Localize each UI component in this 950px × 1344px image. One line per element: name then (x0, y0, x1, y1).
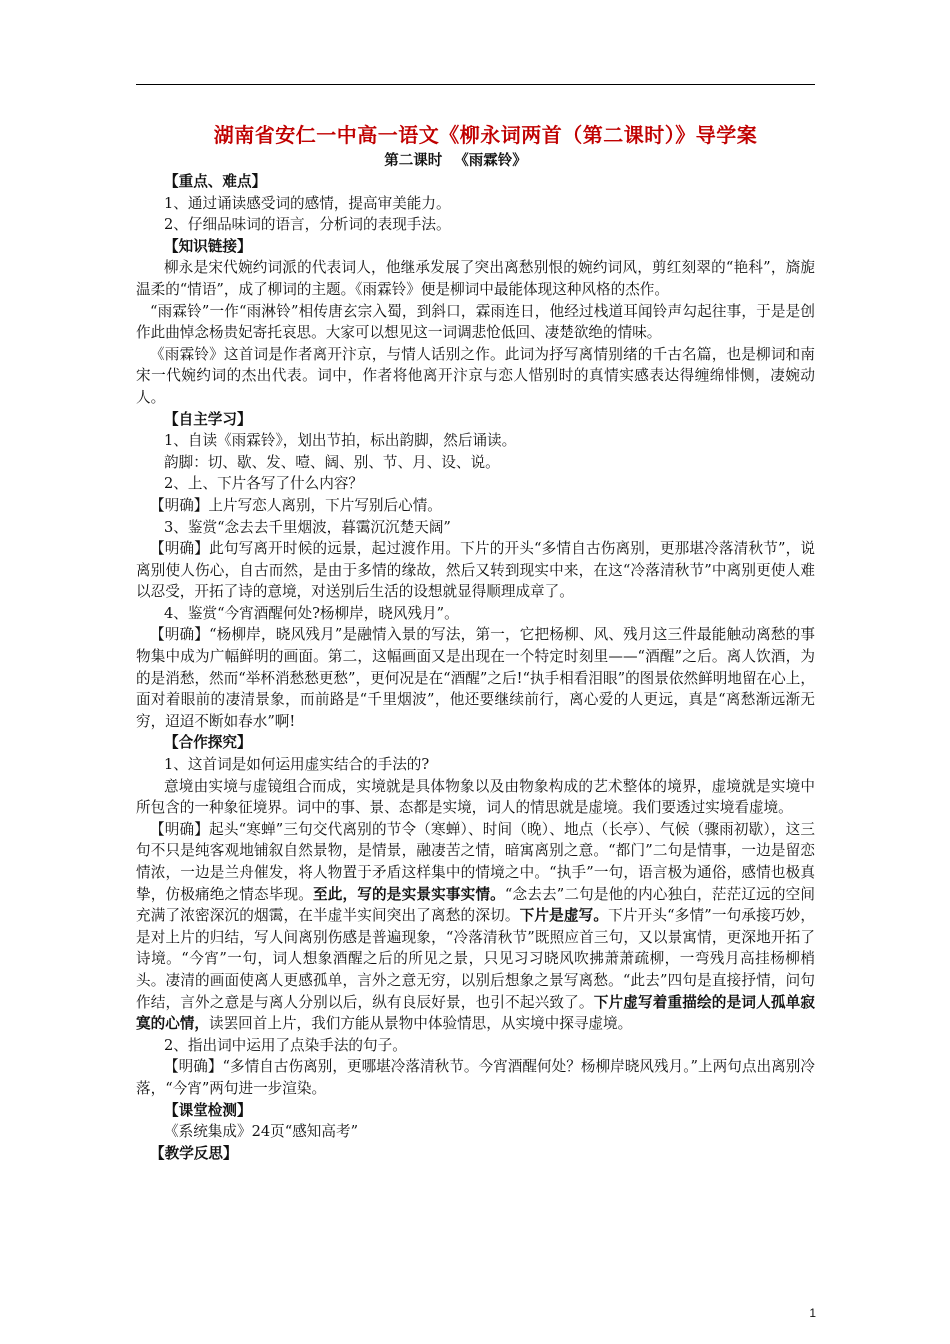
lesson-label: 第二课时 (384, 152, 443, 169)
self-study-item: 2、上、下片各写了什么内容？ (164, 475, 364, 493)
check-item: 《系统集成》24页“感知高考” (164, 1123, 359, 1141)
section-reflection-heading: 【教学反思】 (150, 1144, 238, 1162)
self-study-item: 4、鉴赏“今宵酒醒何处?杨柳岸，晓风残月”。 (164, 604, 459, 622)
cooperation-paragraph: 意境由实境与虚镜组合而成，实境就是具体物象以及由物象构成的艺术整体的境界，虚境就是实境中所包含的一种象征境界。词中的事、景、态都是实境，词人的情思就是虚境。我们要透过实境看虚境。 (136, 777, 815, 817)
keypoint-item: 1、通过诵读感受词的感情，提高审美能力。 (164, 194, 451, 212)
answer-paragraph: 【明确】“多情自古伤离别，更哪堪冷落清秋节。今宵酒醒何处？杨柳岸晓风残月。”上两句点出离别冷落，“今宵”两句进一步渲染。 (136, 1058, 815, 1097)
answer-text: 【明确】起头“寒蝉”三句交代离别的节令（寒蝉）、时间（晚）、地点（长亭）、气候（骤雨初歇），这三句不只是纯客观地铺叙自然景物，是情景，融凄苦之情，暗寓离别之意。“都门”二句是情事，一边是留恋情浓，一边是兰舟催发，将人物置于矛盾这样集中的情境之中。“执手”一句，语言极为通俗，感情也极真挚，仿极痛绝之情态毕现。 (136, 820, 815, 903)
document-title: 湖南省安仁一中高一语文《柳永词两首（第二课时）》导学案 (213, 123, 758, 147)
answer-paragraph: 【明确】此句写离开时候的远景，起过渡作用。下片的开头“多情自古伤离别，更那堪冷落清秋节”，说离别使人伤心，自古而然，是由于多情的缘故，然后又转到现实中来，在这“冷落清秋节”中离别更使人难以忍受，开拓了诗的意境，对送别后生活的设想就显得顺理成章了。 (136, 540, 815, 601)
poem-title: 《雨霖铃》 (454, 152, 527, 169)
cooperation-item: 1、这首词是如何运用虚实结合的手法的? (164, 756, 430, 774)
section-self-study-heading: 【自主学习】 (164, 410, 252, 428)
cooperation-item: 2、指出词中运用了点染手法的句子。 (164, 1036, 407, 1054)
answer-paragraph: 【明确】“杨柳岸，晓风残月”是融情入景的写法，第一，它把杨柳、风、残月这三件最能触动离愁的事物集中成为广幅鲜明的画面。第二，这幅画面又是出现在一个特定时刻里——“酒醒”之后。离人饮酒，为的是消愁，然而“举杯消愁愁更愁”，更何况是在“酒醒”之后!“执手相看泪眼”的图景依然鲜明地留在心上，面对着眼前的凄清景象，而前路是“千里烟波”，他还要继续前行，离心爱的人更远，真是“离愁渐远渐无穷，迢迢不断如春水”啊! (136, 626, 815, 730)
answer-paragraph (136, 819, 815, 1035)
section-check-heading: 【课堂检测】 (164, 1101, 252, 1119)
self-study-item: 1、自读《雨霖铃》，划出节拍，标出韵脚，然后诵读。 (164, 432, 517, 450)
answer-emphasis: 下片虚写着重描绘的是词人孤单寂寞的心情， (136, 993, 815, 1033)
answer-text: “念去去”二句是他的内心独白，茫茫辽远的空间充满了浓密深沉的烟霭，在半虚半实间突出了离愁的深切。 (136, 885, 815, 925)
answer-text: 读罢回首上片，我们方能从景物中体验情思，从实境中探寻虚境。 (208, 1015, 633, 1033)
section-cooperation-heading: 【合作探究】 (164, 734, 252, 752)
self-study-item: 3、鉴赏“念去去千里烟波，暮霭沉沉楚天阔” (164, 518, 451, 536)
answer-emphasis: 至此，写的是实景实事实情。 (313, 885, 505, 903)
section-keypoints-heading: 【重点、难点】 (164, 173, 267, 190)
rhyme-list: 韵脚：切、歇、发、噎、阔、别、节、月、设、说。 (164, 453, 500, 471)
answer-paragraph: 【明确】上片写恋人离别，下片写别后心情。 (150, 496, 442, 514)
link-paragraph: “雨霖铃”一作“雨淋铃”相传唐玄宗入蜀，到斜口，霖雨连日，他经过栈道耳闻铃声勾起往事，于是是创作此曲悼念杨贵妃寄托哀思。大家可以想见这一词调悲怆低回、凄楚欲绝的情味。 (136, 302, 815, 342)
section-link-heading: 【知识链接】 (164, 237, 252, 255)
document-body (136, 120, 815, 1164)
answer-emphasis: 下片是虚写。 (519, 907, 609, 925)
page-number: 1 (809, 1306, 816, 1320)
answer-text: 下片开头“多情”一句承接巧妙，是对上片的归结，写人间离别伤感是普遍现象，“冷落清秋节”既照应首三句，又以景寓情，更深地开拓了诗境。“今宵”一句，词人想象酒醒之后的所见之景，只见习习晓风吹拂萧萧疏柳，一弯残月高挂杨柳梢头。凄清的画面使离人更感孤单，言外之意无穷，以别后想象之景写离愁。“此去”四句是直接抒情，问句作结，言外之意是与离人分别以后，纵有良辰好景，也引不起兴致了。 (136, 907, 815, 1011)
keypoint-item: 2、仔细品味词的语言，分析词的表现手法。 (164, 216, 451, 234)
link-paragraph: 《雨霖铃》这首词是作者离开汴京，与情人话别之作。此词为抒写离情别绪的千古名篇，也是柳词和南宋一代婉约词的杰出代表。词中，作者将他离开汴京与恋人惜别时的真情实感表达得缠绵悱恻，凄婉动人。 (136, 345, 815, 406)
header-rule (136, 84, 815, 85)
link-paragraph: 柳永是宋代婉约词派的代表词人，他继承发展了突出离愁别恨的婉约词风，剪红刻翠的“艳科”，旖旎温柔的“情语”，成了柳词的主题。《雨霖铃》便是柳词中最能体现这种风格的杰作。 (136, 259, 815, 298)
document-subtitle (96, 150, 815, 171)
